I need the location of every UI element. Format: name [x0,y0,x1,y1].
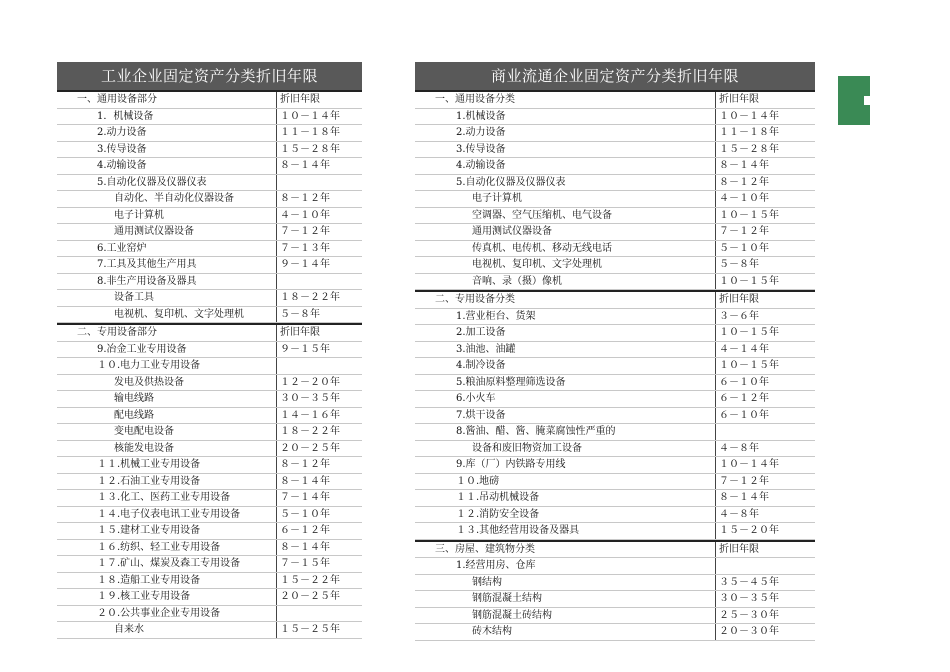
table-row [57,125,362,142]
asset-category: 砖木结构 [472,626,512,637]
table-row [57,142,362,159]
asset-category: 设备和废旧物资加工设备 [472,442,582,454]
table-row [57,257,362,274]
depreciation-years: １０－１５年 [715,274,815,290]
table-row [415,507,815,524]
depreciation-years: ６－１２年 [276,523,362,539]
depreciation-years: ８－１２年 [715,175,815,191]
asset-category: 7.工具及其他生产用具 [97,259,197,270]
depreciation-years: ３０－３５年 [276,391,362,407]
depreciation-years: ８－１４年 [276,540,362,556]
table-row [415,208,815,225]
depreciation-years: １０－１４年 [715,457,815,473]
commercial-table-rows [415,90,815,641]
table-row [57,375,362,392]
asset-category: １３.化工、医药工业专用设备 [97,492,231,503]
table-row [57,457,362,474]
depreciation-years: ４－１０年 [276,208,362,224]
depreciation-years: ８－１４年 [715,490,815,506]
years-column-header: 折旧年限 [715,292,815,308]
asset-category: 传真机、电传机、移动无线电话 [472,242,612,254]
asset-category: 电视机、复印机、文字处理机 [114,308,244,320]
depreciation-years [276,175,362,191]
table-row [415,391,815,408]
table-row [57,109,362,126]
table-row [415,523,815,540]
table-row [415,224,815,241]
table-row [415,325,815,342]
table-row [415,474,815,491]
table-row [415,109,815,126]
table-row [57,507,362,524]
table-row [415,575,815,592]
asset-category: 1.营业柜台、货架 [456,310,536,322]
table-row [415,158,815,175]
table-row [415,591,815,608]
asset-category: 钢结构 [472,576,502,588]
depreciation-years: ２５－３０年 [715,608,815,624]
section-header-row [57,323,362,342]
table-row [57,606,362,623]
depreciation-years: １０－１５年 [715,325,815,341]
section-header-row [415,540,815,559]
depreciation-years: ２０－２５年 [276,441,362,457]
table-row [57,589,362,606]
depreciation-years: ２０－３０年 [715,624,815,640]
asset-category: 7.烘干设备 [456,409,506,421]
asset-category: 电子计算机 [114,209,164,221]
asset-category: 5.自动化仪器及仪器仪表 [97,176,207,188]
asset-category: １９.核工业专用设备 [97,591,191,602]
section-header-row [415,290,815,309]
depreciation-years: ９－１５年 [276,342,362,358]
depreciation-years [276,358,362,374]
depreciation-years: ３５－４５年 [715,575,815,591]
asset-category: 9.库（厂）内铁路专用线 [456,459,566,470]
table-row [57,307,362,324]
table-row [415,408,815,425]
depreciation-years: １５－２８年 [276,142,362,158]
asset-category: 4.动输设备 [97,160,147,171]
asset-category: 3.传导设备 [97,143,147,155]
depreciation-years: ６－１２年 [715,391,815,407]
asset-category: 8.非生产用设备及器具 [97,275,197,287]
years-column-header: 折旧年限 [715,92,815,108]
asset-category: １０.电力工业专用设备 [97,360,201,371]
asset-category: 发电及供热设备 [114,376,184,388]
table-row [57,556,362,573]
depreciation-years: ７－１５年 [276,556,362,572]
sheet-tab-marker[interactable] [838,76,870,125]
depreciation-years: ４－８年 [715,441,815,457]
asset-category: １６.纺织、轻工业专用设备 [97,541,221,553]
depreciation-years: ４－１０年 [715,191,815,207]
asset-category: 6.工业窑炉 [97,242,147,254]
table-row [415,142,815,159]
depreciation-years: １４－１６年 [276,408,362,424]
section-title: 一、通用设备部分 [77,94,157,105]
table-row [57,391,362,408]
asset-category: 5.粮油原料整理筛选设备 [456,376,566,388]
commercial-table-title: 商业流通企业固定资产分类折旧年限 [415,62,815,90]
asset-category: 通用测试仪器设备 [472,226,552,237]
table-row [415,441,815,458]
table-row [57,175,362,192]
table-row [57,224,362,241]
depreciation-years [715,424,815,440]
depreciation-years: ５－１０年 [715,241,815,257]
depreciation-years: １１－１８年 [715,125,815,141]
asset-category: １２.消防安全设备 [456,508,540,520]
depreciation-years: ５－８年 [276,307,362,323]
table-row [57,158,362,175]
table-row [57,424,362,441]
depreciation-years: ２０－２５年 [276,589,362,605]
table-row [415,490,815,507]
section-title: 二、专用设备部分 [77,327,157,338]
table-row [57,622,362,639]
table-row [415,558,815,575]
table-row [415,624,815,641]
depreciation-years: ５－１０年 [276,507,362,523]
asset-category: 2.动力设备 [456,127,506,138]
asset-category: 2.动力设备 [97,127,147,138]
asset-category: 1.机械设备 [456,110,506,122]
depreciation-years: ８－１２年 [276,191,362,207]
depreciation-years: ８－１４年 [276,474,362,490]
asset-category: 音响、录（摄）像机 [472,275,562,287]
table-row [415,342,815,359]
asset-category: 自来水 [114,624,144,635]
depreciation-years: ７－１２年 [276,224,362,240]
table-row [415,274,815,291]
table-row [415,608,815,625]
table-row [57,342,362,359]
depreciation-years: １０－１４年 [276,109,362,125]
asset-category: 4.动输设备 [456,160,506,171]
table-row [415,257,815,274]
depreciation-years: ３－６年 [715,309,815,325]
depreciation-years: １８－２２年 [276,290,362,306]
depreciation-years: １５－２５年 [276,622,362,638]
depreciation-years: １５－２２年 [276,573,362,589]
asset-category: 9.冶金工业专用设备 [97,343,187,355]
asset-category: 空调器、空气压缩机、电气设备 [472,209,612,221]
table-row [415,175,815,192]
table-row [415,375,815,392]
depreciation-years: １２－２０年 [276,375,362,391]
table-row [57,408,362,425]
commercial-depreciation-table [415,62,815,641]
depreciation-years [715,558,815,574]
asset-category: 配电线路 [114,409,154,421]
asset-category: 自动化、半自动化仪器设备 [114,193,234,204]
depreciation-years: ４－１４年 [715,342,815,358]
asset-category: 电子计算机 [472,193,522,204]
table-row [57,208,362,225]
asset-category: 变电配电设备 [114,426,174,437]
table-row [57,191,362,208]
table-row [415,358,815,375]
depreciation-years: １０－１４年 [715,109,815,125]
depreciation-years: ８－１４年 [715,158,815,174]
table-row [415,457,815,474]
depreciation-years: １８－２２年 [276,424,362,440]
asset-category: 钢筋混凝土砖结构 [472,609,552,621]
depreciation-years: １０－１５年 [715,358,815,374]
asset-category: １５.建材工业专用设备 [97,525,201,536]
table-row [57,540,362,557]
tab-marker-notch [864,96,870,105]
table-row [415,309,815,326]
depreciation-years: １５－２８年 [715,142,815,158]
asset-category: 核能发电设备 [114,442,174,454]
depreciation-years: ３０－３５年 [715,591,815,607]
asset-category: 电视机、复印机、文字处理机 [472,259,602,270]
depreciation-years: ４－８年 [715,507,815,523]
section-header-row [415,92,815,109]
asset-category: 3.传导设备 [456,143,506,155]
section-title: 二、专用设备分类 [435,294,515,305]
asset-category: １４.电子仪表电讯工业专用设备 [97,508,241,520]
table-row [415,191,815,208]
depreciation-years: ８－１４年 [276,158,362,174]
table-row [57,290,362,307]
years-column-header: 折旧年限 [276,92,362,108]
asset-category: 设备工具 [114,292,154,303]
asset-category: 8.酱油、醋、酱、腌菜腐蚀性严重的 [456,426,616,437]
table-row [57,523,362,540]
depreciation-years: ９－１４年 [276,257,362,273]
table-row [57,573,362,590]
asset-category: 6.小火车 [456,393,496,404]
depreciation-years: １０－１５年 [715,208,815,224]
depreciation-years: １１－１８年 [276,125,362,141]
section-title: 一、通用设备分类 [435,94,515,105]
depreciation-years: ６－１０年 [715,408,815,424]
asset-category: 通用测试仪器设备 [114,226,194,237]
asset-category: 1.经营用房、仓库 [456,560,536,571]
depreciation-years: ８－１２年 [276,457,362,473]
table-row [57,274,362,291]
depreciation-years [276,274,362,290]
table-row [415,424,815,441]
depreciation-years: ７－１２年 [715,474,815,490]
industrial-table-title: 工业企业固定资产分类折旧年限 [57,62,362,90]
industrial-depreciation-table [57,62,362,639]
asset-category: １２.石油工业专用设备 [97,475,201,487]
asset-category: １７.矿山、煤炭及森工专用设备 [97,558,241,569]
asset-category: １０.地磅 [456,475,500,487]
table-row [57,490,362,507]
depreciation-years: ７－１４年 [276,490,362,506]
asset-category: １１.机械工业专用设备 [97,459,201,470]
asset-category: 钢筋混凝土结构 [472,593,542,604]
depreciation-years: １５－２０年 [715,523,815,539]
asset-category: １３.其他经营用设备及器具 [456,525,580,536]
section-title: 三、房屋、建筑物分类 [435,543,535,555]
asset-category: １１.吊动机械设备 [456,492,540,503]
asset-category: 1．机械设备 [97,110,154,122]
asset-category: 4.制冷设备 [456,360,506,371]
asset-category: ２０.公共事业企业专用设备 [97,607,221,619]
asset-category: １８.造船工业专用设备 [97,574,201,586]
depreciation-years: ６－１０年 [715,375,815,391]
depreciation-years [276,606,362,622]
asset-category: 3.油池、油罐 [456,343,516,355]
depreciation-years: ５－８年 [715,257,815,273]
table-row [415,241,815,258]
industrial-table-rows [57,90,362,639]
table-row [57,441,362,458]
years-column-header: 折旧年限 [715,542,815,558]
table-row [415,125,815,142]
asset-category: 5.自动化仪器及仪器仪表 [456,176,566,188]
table-row [57,241,362,258]
depreciation-years: ７－１３年 [276,241,362,257]
years-column-header: 折旧年限 [276,325,362,341]
depreciation-years: ７－１２年 [715,224,815,240]
section-header-row [57,92,362,109]
asset-category: 输电线路 [114,393,154,404]
table-row [57,474,362,491]
table-row [57,358,362,375]
asset-category: 2.加工设备 [456,327,506,338]
